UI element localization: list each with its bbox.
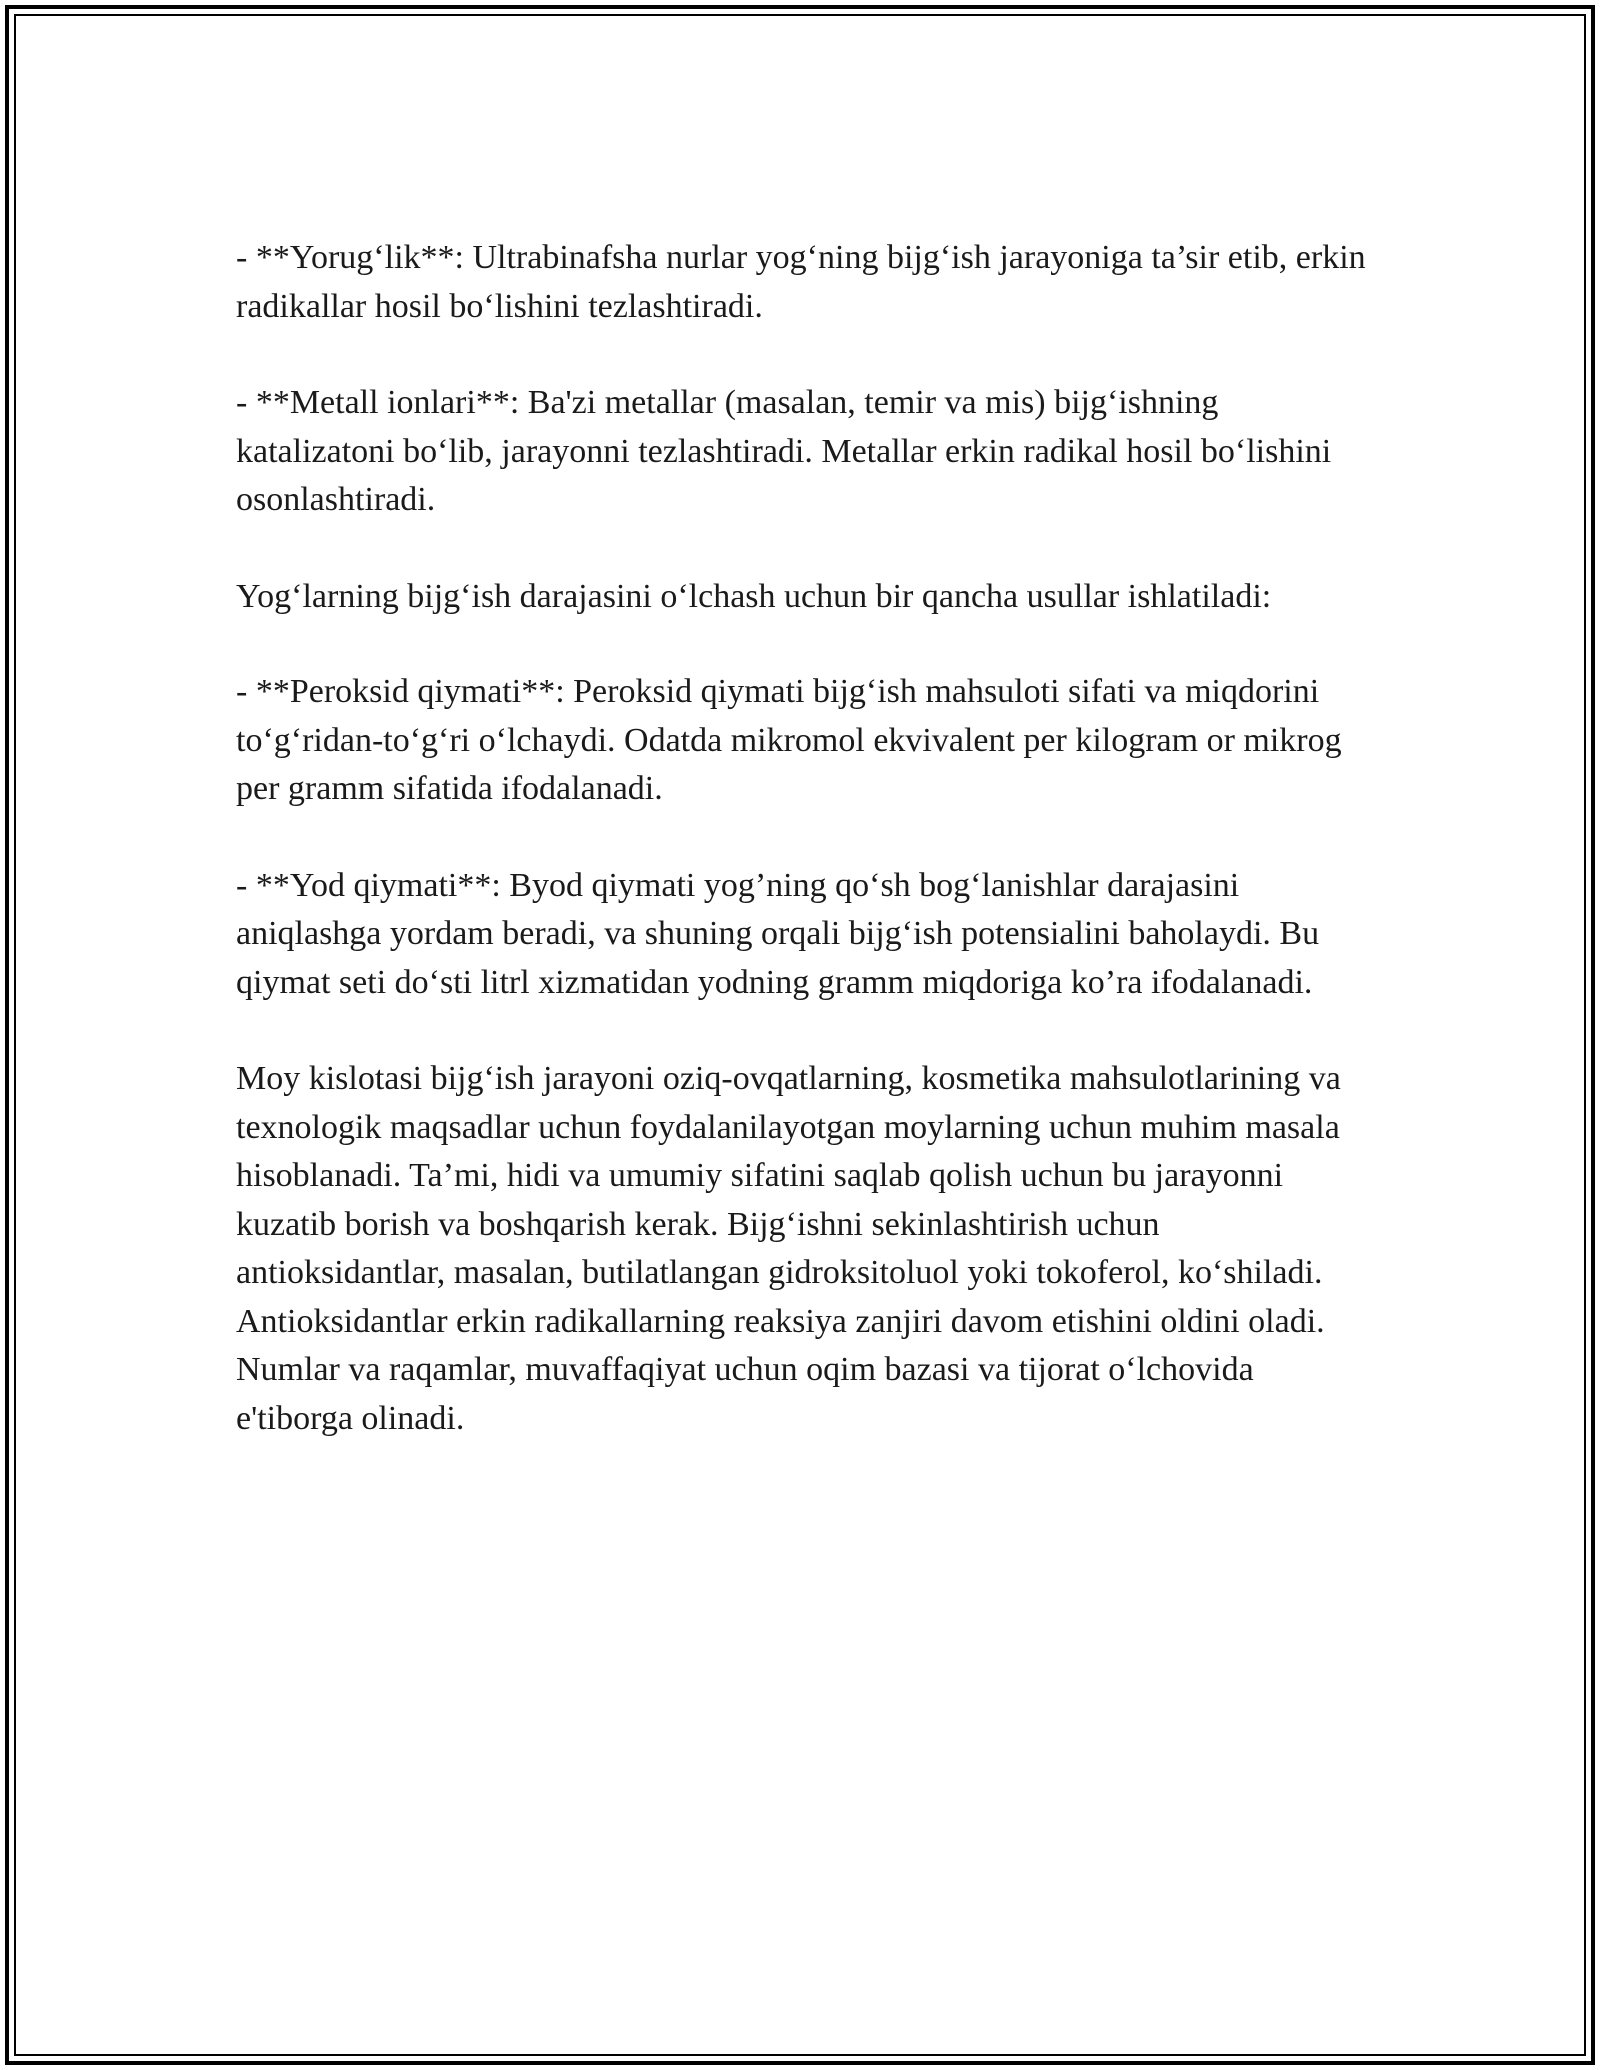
- paragraph-peroxide-value: - **Peroksid qiymati**: Peroksid qiymati bijg‘ish mahsuloti sifati va miqdorini to‘g‘ridan-to‘g‘ri o‘lchaydi. Odatda mikromol ekvivalent per kilogram or mikrog per gramm sifatida ifodalanadi.: [236, 673, 1342, 807]
- document-body: [236, 234, 1376, 1491]
- paragraph-metal-ions: - **Metall ionlari**: Ba'zi metallar (masalan, temir va mis) bijg‘ishning katalizatoni bo‘lib, jarayonni tezlashtiradi. Metallar erkin radikal hosil bo‘lishini osonlashtiradi.: [236, 384, 1332, 518]
- paragraph-iodine-value: - **Yod qiymati**: Byod qiymati yog’ning qo‘sh bog‘lanishlar darajasini aniqlashga yordam beradi, va shuning orqali bijg‘ish potensialini baholaydi. Bu qiymat seti do‘sti litrl xizmatidan yodning gramm miqdoriga ko’ra ifodalanadi.: [236, 866, 1320, 1001]
- paragraph-conclusion: Moy kislotasi bijg‘ish jarayoni oziq-ovqatlarning, kosmetika mahsulotlarining va texnologik maqsadlar uchun foydalanilayotgan moylarning uchun muhim masala hisoblanadi. Ta’mi, hidi va umumiy sifatini saqlab qolish uchun bu jarayonni kuzatib borish va boshqarish kerak. Bijg‘ishni sekinlashtirish uchun antioksidantlar, masalan, butilatlangan gidroksitoluol yoki tokoferol, ko‘shiladi. Antioksidantlar erkin radikallarning reaksiya zanjiri davom etishini oldini oladi. Numlar va raqamlar, muvaffaqiyat uchun oqim bazasi va tijorat o‘lchovida e'tiborga olinadi.: [236, 1060, 1341, 1437]
- paragraph-measurement-intro: Yog‘larning bijg‘ish darajasini o‘lchash uchun bir qancha usullar ishlatiladi:: [236, 577, 1272, 615]
- paragraph-light: - **Yorug‘lik**: Ultrabinafsha nurlar yog‘ning bijg‘ish jarayoniga ta’sir etib, erkin radikallar hosil bo‘lishini tezlashtiradi.: [236, 239, 1366, 325]
